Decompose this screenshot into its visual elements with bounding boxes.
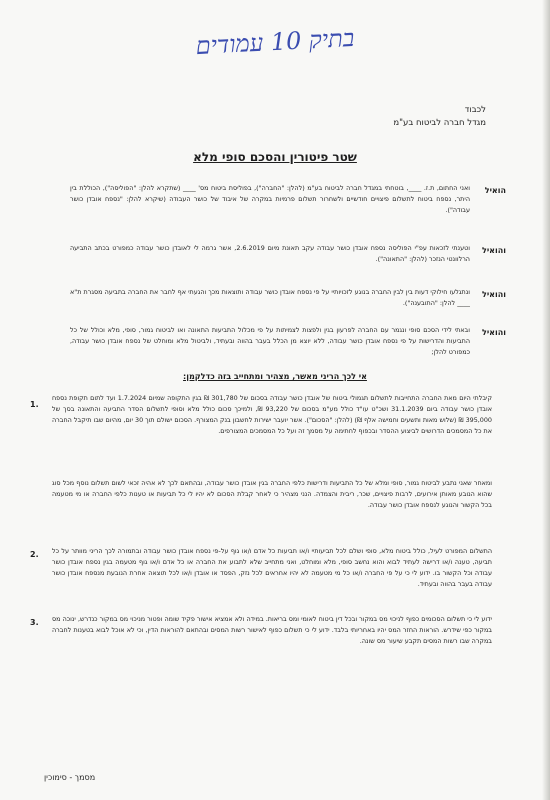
section-text: ידוע לי כי תשלום הסכומים כפוף לניכוי מס במקור ובכל דין ביטוח לאומי ומס בריאות. במידה ולא אמציא אישור פקיד שומה ופטור מניכוי מס במקור כנדרש, ינוכה מס במקור כפי שידרש. הוראות החזר המס יהיו באחריותי בלבד. ידוע לי כי תשלום כפוף לאישור רשות המסים ובהתאם להוראות הדין, וכי לא אוכל לבוא בטענות לחברה במקרה שבו רשות המסים תקבע שיעור מס שונה. [52, 615, 492, 645]
clause-label: והואיל [481, 290, 506, 299]
section-number: 1. [30, 400, 39, 409]
clause-text: ואני החתום, ת.ז. ____, בוטחתי במגדל חברה לביטוח בע"מ (להלן: "החברה"), בפוליסת ביטוח מס' ____ (שתקרא להלן: "הפוליסה"), הכוללת בין היתר, נספח ביטוח לתשלום פיצויים חודשיים ולשחרור תשלום פרמיות במקרה של איבוד של כושר העבודה (שיקרא להלן: "נספח אובדן כושר עבודה"). [70, 184, 470, 214]
clause-label: והואיל [481, 246, 506, 255]
addressee-line: מגדל חברה לביטוח בע"מ [393, 118, 486, 128]
addressee-line: לכבוד [464, 105, 486, 115]
clause-label: והואיל [481, 328, 506, 337]
document-title: שטר פיטורין והסכם סופי מלא [193, 150, 357, 164]
handwritten-note: בתיק 10 עמודים [194, 23, 355, 61]
section-text: התשלום המפורט לעיל, כולל ביטוח מלא, סופי ושלם לכל תביעותיי ו/או תביעות כל אדם ו/או גוף על-פי נספח אובדן כושר עבודה ובתמורה לכך הריני מוותר על כל תביעה, טענה ו/או דרישה לעתיד לבוא והוא נחשב סופי, מלא ומוחלט, ואני מתחייב שלא לתבוע את החברה או כל אדם ו/או גוף מטעמה בגין נספח אובדן כושר עבודה וכל הקשור בו. ידוע לי כי על פי החברה ו/או כל מי מטעמה לא יהיו אחראים לכל נזק, הפסד או אובדן ו/או לכל תוצאה אחרת הנובעת מנספח אובדן כושר עבודה בעבר בהווה ובעתיד. [52, 547, 492, 588]
footer-reference: מסמך - סימוכין [44, 773, 96, 782]
section-text: קיבלתי היום מאת החברה התחייבות לתשלום תגמולי ביטוח של אובדן כושר עבודה בסכום של 301,780 ₪ בגין התקופה שמיום 1.7.2024 ועד לתום תקופת נספח אובדן כושר עבודה ביום 31.1.2039 ושכ"ט עו"ד כולל מע"מ בסכום של 93,220 ₪, ולמיכך סכום כולל מלא וסופי לתשלום הסדר התביעה והתאונה בסך של 395,000 ₪ (שלוש מאות ותשעים וחמישה אלף ₪) (להלן: "הסכום"). אשר יועבר ישירות לחשבון בנק המצורף. הסכום ישולם תוך 30 יום, מהיום שבו תיקבל החברה את כל המסמכים הדרושים לביצוע ההסדר ובכפוף לחתימה על מסמך זה ועל כל המסמכים המצורפים. [52, 394, 492, 435]
binder-edge [542, 0, 550, 800]
clause-label: הואיל [484, 186, 506, 195]
addressee-block [393, 104, 486, 130]
clause-text: וטענתי לזכאות עפ"י הפוליסה נספח אובדן כושר עבודה עקב תאונת מיום 2.6.2019, אשר גרמה לי לאובדן כושר עבודה כמפורט בכתב התביעה הרלוונטי הנזכר (להלן: "התאונה"). [70, 244, 470, 263]
section-number: 3. [30, 618, 39, 627]
clause-text: ונתגלעו חילוקי דעות בין לבין החברה בנוגע לזכויותיי על פי נספח אובדן כושר עבודה ותוצאות מכך והגעתי אף לחבר את החברה בתביעה מסגרת ת"א ____ להלן: "התובענה"). [70, 288, 470, 307]
section-number: 2. [30, 550, 39, 559]
section-text: ומאחר שאני נתבע לביטוח גמור, סופי ומלא של כל התביעות ודרישות כלפי החברה בגין אובדן כושר עבודה, ובהתאם לכך לא אהיה זכאי לשום תשלום נוסף מכל סוג שהוא הנובע מאותן אירועים, לרבות פיצויים, שכר, ריבית והצמדה. הנני מצהיר כי לאחר קבלת הסכום לא יהיו לי כל תביעות או טענות כלפי החברה או מי מטעמה בכל הקשור והנוגע לנספח אובדן כושר עבודה. [52, 479, 492, 509]
clause-text: ובאתי לידי הסכם סופי ונגמר עם החברה לפרעון בגין ולפצות לצמיתות על פי מכלול התביעות התאונה ואו לביטוח גמור, סופי, מלא וכולל של כל התביעות והדרישות על פי נספח אובדן כושר עבודה, ללא יוצא מן הכלל בעבר בהווה ובעתיד, ולביטול מלא ומוחלט של נספח אובדן כושר עבודה, כמפורט להלן; [70, 326, 470, 356]
section-heading: אי לכך הריני מאשר, מצהיר ומתחייב בזה כדלקמן: [183, 372, 367, 381]
